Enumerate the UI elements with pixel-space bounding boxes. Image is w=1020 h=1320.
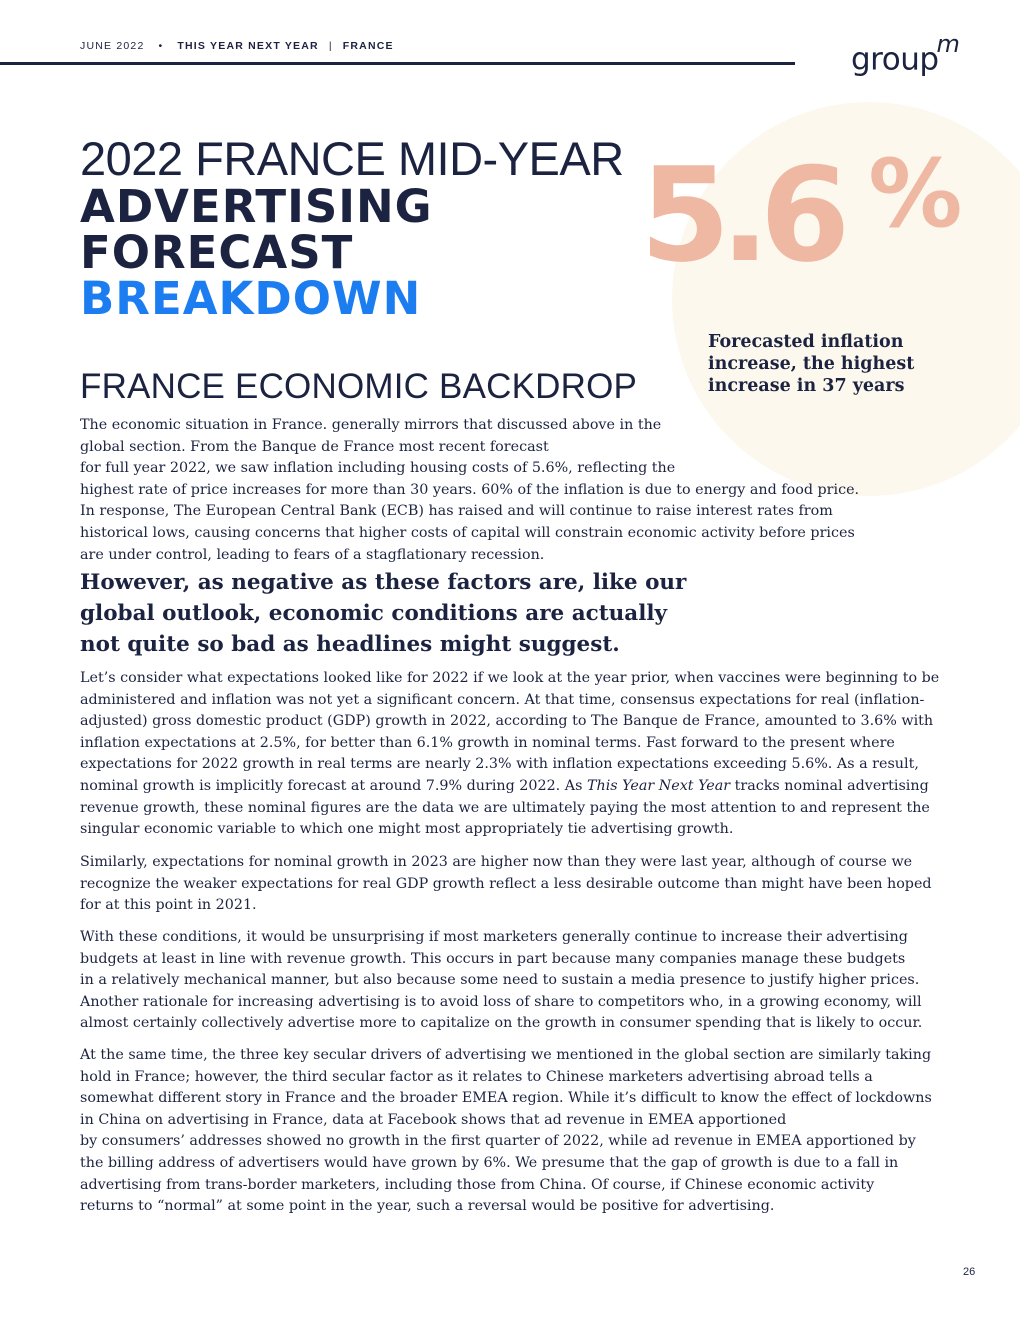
text-line: in a relatively mechanical manner, but also because some need to sustain a media presence to justify higher prices. xyxy=(80,972,920,989)
logo-wordmark: group xyxy=(851,41,939,78)
text-line: returns to “normal” at some point in the year, such a reversal would be positive for advertising. xyxy=(80,1198,775,1215)
text-line: With these conditions, it would be unsurprising if most marketers generally continue to increase their advertising xyxy=(80,929,908,945)
paragraph-marketers xyxy=(80,927,945,1035)
page-title xyxy=(80,132,624,325)
section-heading: FRANCE ECONOMIC BACKDROP xyxy=(80,367,638,406)
text-line: almost certainly collectively advertise more to capitalize on the growth in consumer spending that is likely to occur. xyxy=(80,1015,923,1032)
inflation-stat-unit: % xyxy=(868,140,963,249)
text-line: highest rate of price increases for more than 30 years. 60% of the inflation is due to energy and food price. xyxy=(80,481,860,498)
text-line: At the same time, the three key secular drivers of advertising we mentioned in the global section are similarly taking xyxy=(80,1047,932,1063)
text-line: recognize the weaker expectations for real GDP growth reflect a less desirable outcome than might have been hoped xyxy=(80,875,932,892)
report-title-italic: This Year Next Year xyxy=(586,777,731,794)
groupm-logo xyxy=(851,30,960,78)
text-line: revenue growth, these nominal figures are the data we are ultimately paying the most attention to and represent the xyxy=(80,799,930,816)
inflation-stat-caption xyxy=(708,331,918,397)
text-line: budgets at least in line with revenue growth. This occurs in part because many companies manage these budgets xyxy=(80,950,906,967)
text-line: hold in France; however, the third secular factor as it relates to Chinese marketers advertising abroad tells a xyxy=(80,1068,873,1085)
header-report-name: THIS YEAR NEXT YEAR xyxy=(177,40,319,52)
stat-caption-line: increase, the highest xyxy=(708,354,915,374)
text-line xyxy=(80,776,945,798)
text-line: global section. From the Banque de France most recent forecast xyxy=(80,438,549,455)
text-line: singular economic variable to which one might most appropriately tie advertising growth. xyxy=(80,821,734,838)
inflation-stat xyxy=(640,139,963,291)
page-header xyxy=(80,40,394,52)
text-line: by consumers’ addresses showed no growth in the first quarter of 2022, while ad revenue in EMEA apportioned by xyxy=(80,1133,916,1150)
header-date: JUNE 2022 xyxy=(80,40,145,52)
page-number: 26 xyxy=(963,1266,976,1278)
inflation-stat-number: 5.6 xyxy=(640,139,841,291)
title-line-3: FORECAST xyxy=(80,226,354,279)
text-line: advertising from trans-border marketers, including those from China. Of course, if Chinese economic activity xyxy=(80,1176,875,1193)
text-line: administered and inflation was not yet a significant concern. At that time, consensus expectations for real (inflation- xyxy=(80,691,925,708)
paragraph-nominal-growth xyxy=(80,852,945,917)
text-segment: tracks nominal advertising xyxy=(730,777,929,794)
title-line-2: ADVERTISING xyxy=(80,180,433,233)
text-line: inflation expectations at 2.5%, for better than 6.1% growth in nominal terms. Fast forward to the present where xyxy=(80,734,895,751)
logo-mark: m xyxy=(936,30,960,58)
text-line: The economic situation in France. generally mirrors that discussed above in the xyxy=(80,417,662,433)
text-line: expectations for 2022 growth in real terms are nearly 2.3% with inflation expectations exceeding 5.6%. As a result, xyxy=(80,756,919,773)
pull-quote-line: not quite so bad as headlines might suggest. xyxy=(80,632,620,657)
header-country: FRANCE xyxy=(342,40,394,52)
header-divider: | xyxy=(328,40,333,52)
text-segment: nominal growth is implicitly forecast at around 7.9% during 2022. As xyxy=(80,777,587,794)
text-line: somewhat different story in France and the broader EMEA region. While it’s difficult to know the effect of lockdowns xyxy=(80,1090,932,1107)
paragraph-secular-drivers xyxy=(80,1045,945,1218)
paragraph-expectations xyxy=(80,668,945,841)
text-line: adjusted) gross domestic product (GDP) growth in 2022, according to The Banque de France, amounted to 3.6% with xyxy=(80,713,934,730)
text-line: in China on advertising in France, data at Facebook shows that ad revenue in EMEA apportioned xyxy=(80,1111,787,1128)
title-line-4: BREAKDOWN xyxy=(80,272,422,325)
text-line: Similarly, expectations for nominal growth in 2023 are higher now than they were last year, although of course we xyxy=(80,854,913,870)
text-line: historical lows, causing concerns that higher costs of capital will constrain economic activity before prices xyxy=(80,524,855,541)
stat-caption-line: Forecasted inflation xyxy=(708,332,904,352)
header-rule xyxy=(0,62,795,65)
pull-quote-line: global outlook, economic conditions are actually xyxy=(80,601,668,626)
stat-caption-line: increase in 37 years xyxy=(708,376,905,396)
text-line: Another rationale for increasing advertising is to avoid loss of share to competitors who, in a growing economy, will xyxy=(80,993,922,1010)
text-line: for at this point in 2021. xyxy=(80,897,257,914)
pull-quote xyxy=(80,567,700,660)
text-line: are under control, leading to fears of a stagflationary recession. xyxy=(80,546,545,563)
text-line: the billing address of advertisers would have grown by 6%. We presume that the gap of growth is due to a fall in xyxy=(80,1154,899,1171)
title-line-1: 2022 FRANCE MID-YEAR xyxy=(80,132,624,185)
text-line: In response, The European Central Bank (ECB) has raised and will continue to raise interest rates from xyxy=(80,503,833,520)
pull-quote-line: However, as negative as these factors are, like our xyxy=(80,570,687,595)
header-bullet: • xyxy=(158,40,164,52)
paragraph-intro xyxy=(80,415,870,566)
text-line: for full year 2022, we saw inflation including housing costs of 5.6%, reflecting the xyxy=(80,460,676,477)
text-line: Let’s consider what expectations looked like for 2022 if we look at the year prior, when vaccines were beginning to be xyxy=(80,670,940,686)
